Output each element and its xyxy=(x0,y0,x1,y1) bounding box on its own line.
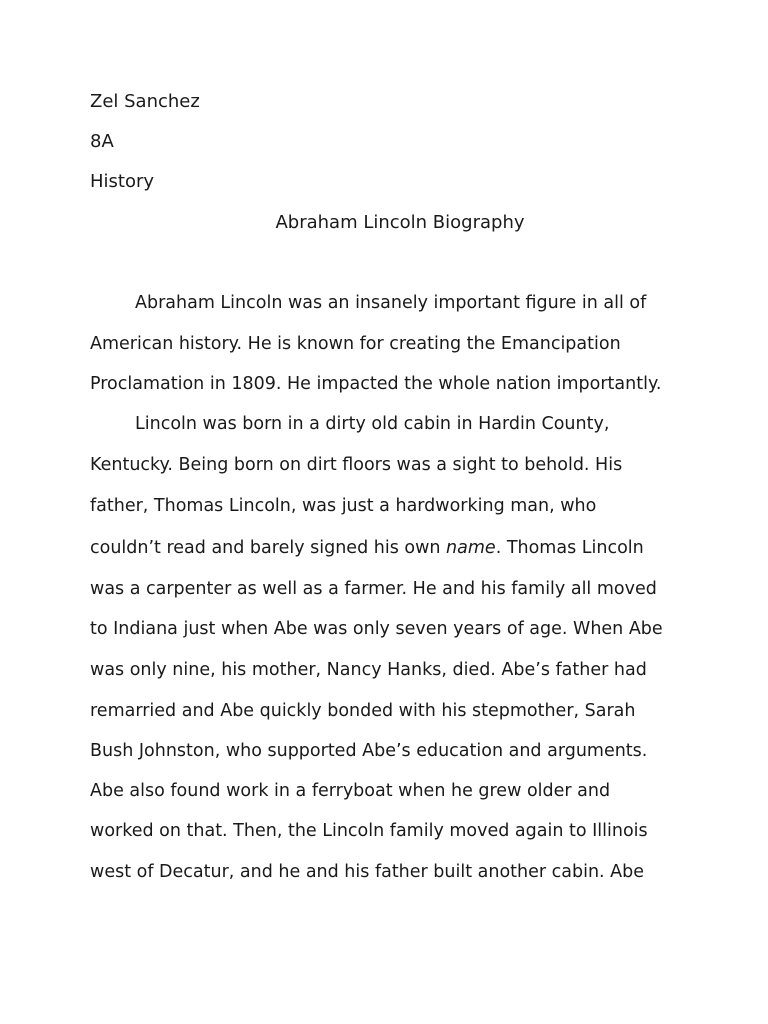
paragraph-2-line-8: remarried and Abe quickly bonded with his stepmother, Sarah xyxy=(90,701,636,721)
line-4-text-before: couldn’t read and barely signed his own xyxy=(90,538,447,558)
paragraph-2-line-7: was only nine, his mother, Nancy Hanks, died. Abe’s father had xyxy=(90,660,647,680)
paragraph-2-line-1: Lincoln was born in a dirty old cabin in Hardin County, xyxy=(135,414,610,434)
italic-word-name: name xyxy=(446,538,496,558)
paragraph-2-line-5: was a carpenter as well as a farmer. He and his family all moved xyxy=(90,579,657,599)
paragraph-2-line-3: father, Thomas Lincoln, was just a hardworking man, who xyxy=(90,496,597,516)
class-label: 8A xyxy=(90,131,114,152)
paragraph-1-line-3: Proclamation in 1809. He impacted the whole nation importantly. xyxy=(90,374,662,394)
document-title: Abraham Lincoln Biography xyxy=(275,212,525,233)
subject-label: History xyxy=(90,171,155,192)
paragraph-2-line-9: Bush Johnston, who supported Abe’s education and arguments. xyxy=(90,741,648,761)
paragraph-2-line-4 xyxy=(90,536,644,560)
line-4-text-after: . Thomas Lincoln xyxy=(495,538,644,558)
paragraph-1-line-2: American history. He is known for creating the Emancipation xyxy=(90,334,621,354)
paragraph-2-line-2: Kentucky. Being born on dirt floors was a sight to behold. His xyxy=(90,455,623,475)
paragraph-2-line-10: Abe also found work in a ferryboat when he grew older and xyxy=(90,781,611,801)
paragraph-2-line-6: to Indiana just when Abe was only seven years of age. When Abe xyxy=(90,619,663,639)
paragraph-1-line-1: Abraham Lincoln was an insanely important figure in all of xyxy=(135,293,647,313)
paragraph-2-line-12: west of Decatur, and he and his father built another cabin. Abe xyxy=(90,862,645,882)
author-name: Zel Sanchez xyxy=(90,91,200,112)
paragraph-2-line-11: worked on that. Then, the Lincoln family moved again to Illinois xyxy=(90,821,648,841)
